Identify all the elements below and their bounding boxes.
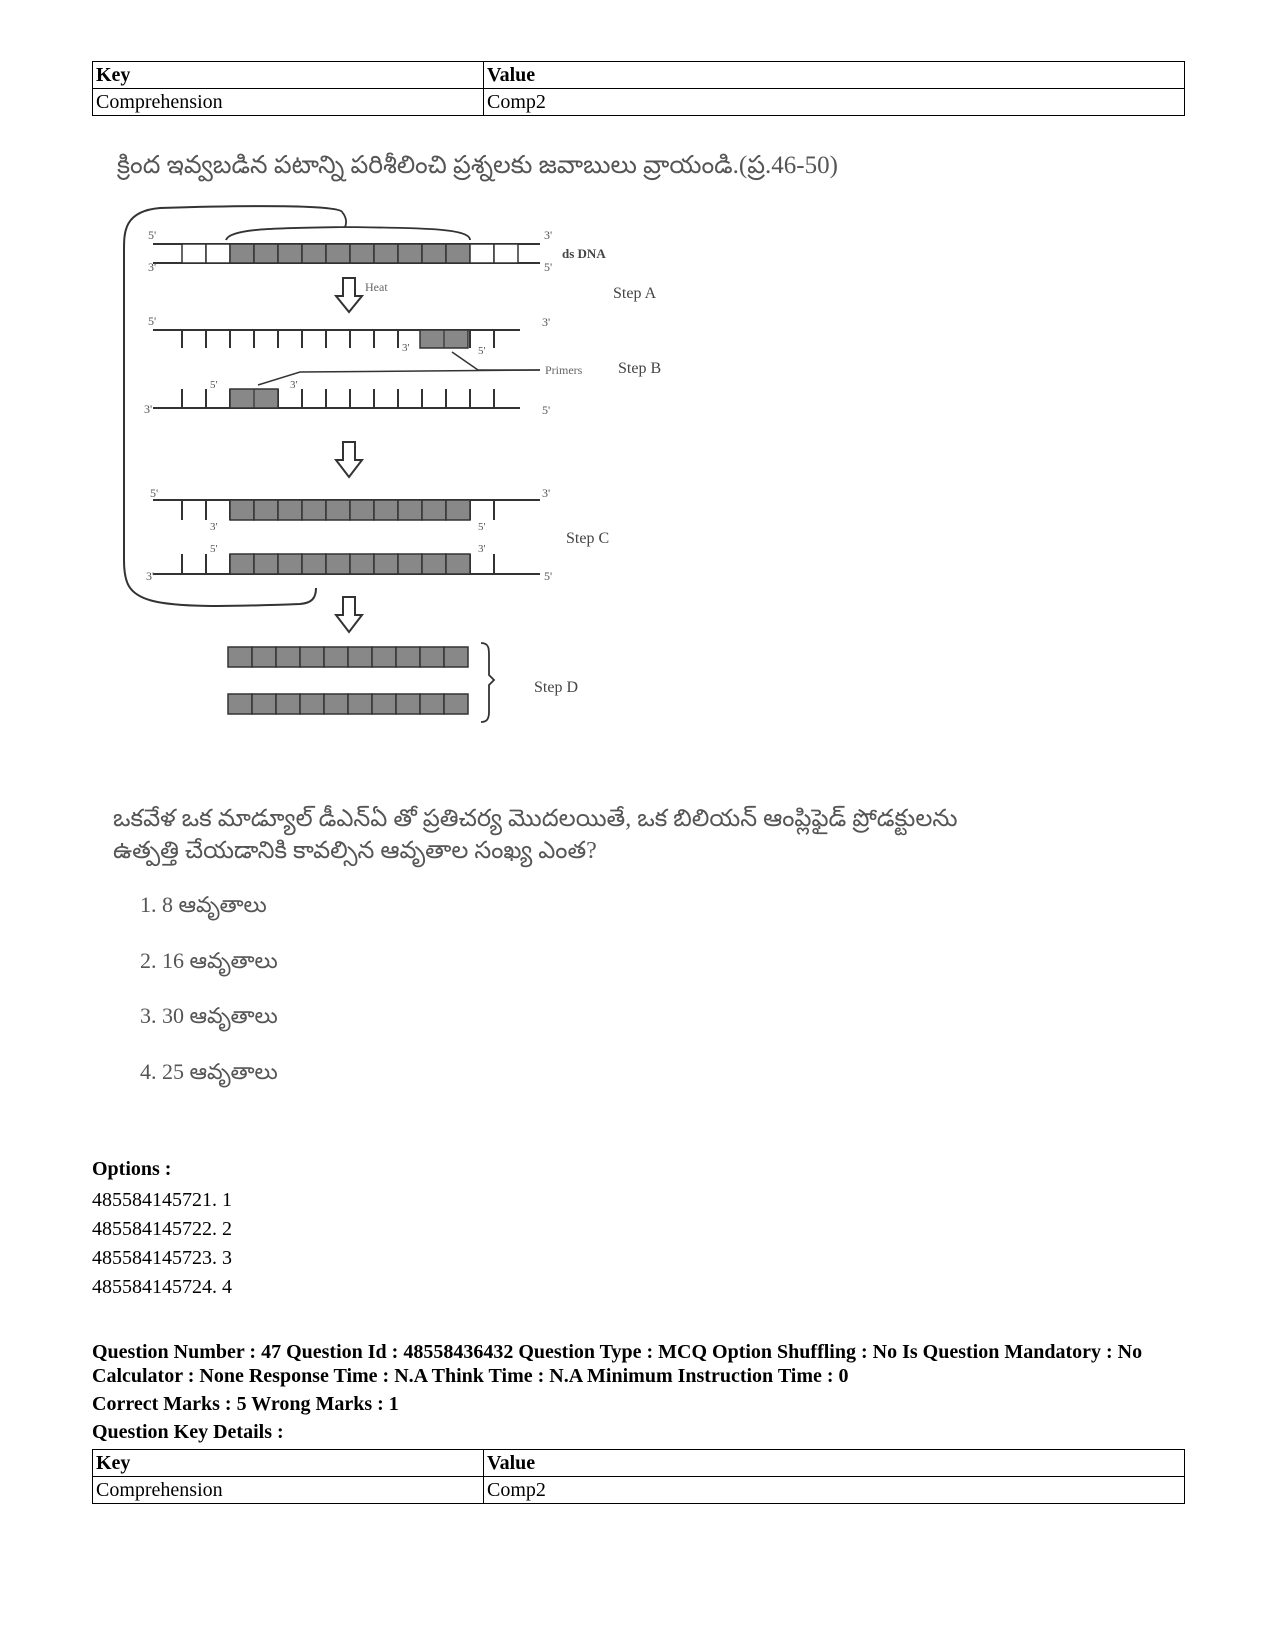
marks-info: Correct Marks : 5 Wrong Marks : 1 <box>92 1393 399 1415</box>
dna-segment <box>252 694 276 714</box>
dna-segment <box>372 694 396 714</box>
option-item: 485584145724. 4 <box>92 1276 232 1298</box>
question-image <box>110 140 1110 1140</box>
question-text-line-2: ఉత్పత్తి చేయడానికి కావల్సిన ఆవృతాల సంఖ్య ఎంత? <box>113 838 597 864</box>
dna-segment <box>278 244 302 263</box>
dna-segment <box>230 500 254 520</box>
dna-segment <box>444 647 468 667</box>
dna-segment <box>446 554 470 574</box>
dna-segment <box>470 244 494 263</box>
instruction-text: క్రింద ఇవ్వబడిన పటాన్ని పరిశీలించి ప్రశ్నలకు జవాబులు వ్రాయండి.(ప్ర.46-50) <box>117 152 838 179</box>
choice-3: 3. 30 ఆవృతాలు <box>140 1003 278 1028</box>
dna-segment <box>254 500 278 520</box>
end-label: 3' <box>290 379 298 391</box>
end-label: 3' <box>542 315 551 329</box>
dna-segment <box>422 244 446 263</box>
dna-segment <box>444 694 468 714</box>
amplified-product <box>228 694 468 714</box>
question-key-table-top <box>92 61 1185 116</box>
end-label: 3' <box>478 543 486 555</box>
table-cell-value: Comp2 <box>484 1477 1185 1504</box>
choice-1: 1. 8 ఆవృతాలు <box>140 892 267 917</box>
dna-segment <box>302 500 326 520</box>
dna-segment <box>494 244 518 263</box>
dna-segment <box>422 554 446 574</box>
extension-strand-top <box>153 500 540 520</box>
dna-segment <box>254 554 278 574</box>
dna-segment <box>206 244 230 263</box>
dna-segment <box>228 694 252 714</box>
single-strand-bottom <box>153 389 520 408</box>
dna-segment <box>420 647 444 667</box>
dna-segment <box>302 554 326 574</box>
dna-segment <box>348 647 372 667</box>
dna-segment <box>396 647 420 667</box>
dna-segment <box>374 244 398 263</box>
end-label: 5' <box>542 403 551 417</box>
dna-segment <box>374 500 398 520</box>
table-header-value: Value <box>484 1450 1185 1477</box>
heat-label: Heat <box>365 280 388 294</box>
question-text-line-1: ఒకవేళ ఒక మాడ్యూల్ డీఎన్ఏ తో ప్రతిచర్య మొదలయితే, ఒక బిలియన్ ఆంప్లిఫైడ్ ప్రోడక్టులను <box>113 806 958 832</box>
end-label: 3' <box>402 342 410 354</box>
end-label: 3' <box>146 569 155 583</box>
end-label: 3' <box>148 260 157 274</box>
dna-segment <box>324 647 348 667</box>
dna-segment <box>422 500 446 520</box>
end-label: 5' <box>210 379 218 391</box>
option-item: 485584145723. 3 <box>92 1247 232 1269</box>
end-label: 5' <box>544 260 553 274</box>
ds-dna-strand <box>153 244 540 263</box>
dna-segment <box>276 694 300 714</box>
end-label: 5' <box>150 486 159 500</box>
dna-segment <box>230 554 254 574</box>
dna-segment <box>348 694 372 714</box>
step-d-bracket <box>481 643 494 722</box>
primer-pointer <box>258 370 540 385</box>
extension-strand-bottom <box>153 554 540 574</box>
options-list <box>92 1186 232 1302</box>
single-strand-top <box>153 330 520 348</box>
down-arrow-icon <box>336 597 362 632</box>
step-c-label: Step C <box>566 530 610 547</box>
dna-segment <box>326 244 350 263</box>
dna-segment <box>300 694 324 714</box>
options-heading: Options : <box>92 1158 172 1180</box>
ds-dna-label: ds DNA <box>562 246 606 261</box>
dna-segment <box>446 500 470 520</box>
question-meta: Question Number : 47 Question Id : 48558436432 Question Type : MCQ Option Shuffling : No Is Question Mandatory : No Calculator : None Response Time : N.A Think Time : N.A Minimum Instruction Time : 0 <box>92 1341 1143 1387</box>
end-label: 5' <box>210 543 218 555</box>
dna-segment <box>276 647 300 667</box>
dna-segment <box>398 500 422 520</box>
cycle-loop-bracket <box>226 212 470 240</box>
table-cell-value: Comp2 <box>484 89 1185 116</box>
dna-segment <box>326 500 350 520</box>
end-label: 5' <box>148 314 157 328</box>
end-label: 3' <box>542 486 551 500</box>
table-row <box>93 89 1185 116</box>
choice-2: 2. 16 ఆవృతాలు <box>140 948 278 973</box>
down-arrow-icon <box>336 442 362 477</box>
table-cell-key: Comprehension <box>93 1477 484 1504</box>
table-header-row <box>93 1450 1185 1477</box>
primers-label: Primers <box>545 363 583 377</box>
end-label: 5' <box>478 521 486 533</box>
end-label: 5' <box>148 228 157 242</box>
option-item: 485584145722. 2 <box>92 1218 232 1240</box>
dna-segment <box>230 244 254 263</box>
down-arrow-icon <box>336 278 362 312</box>
end-label: 3' <box>210 521 218 533</box>
dna-segment <box>398 244 422 263</box>
choice-4: 4. 25 ఆవృతాలు <box>140 1059 278 1084</box>
dna-segment <box>374 554 398 574</box>
step-d-label: Step D <box>534 679 578 696</box>
dna-segment <box>228 647 252 667</box>
table-header-key: Key <box>93 1450 484 1477</box>
end-label: 3' <box>544 228 553 242</box>
dna-segment <box>300 647 324 667</box>
end-label: 3' <box>144 402 153 416</box>
dna-segment <box>324 694 348 714</box>
dna-segment <box>182 244 206 263</box>
primer-pointer <box>452 352 540 370</box>
dna-segment <box>350 500 374 520</box>
dna-segment <box>350 554 374 574</box>
question-key-details-heading: Question Key Details : <box>92 1421 284 1443</box>
dna-segment <box>420 694 444 714</box>
dna-segment <box>446 244 470 263</box>
table-header-row <box>93 62 1185 89</box>
amplified-product <box>228 647 468 667</box>
table-row <box>93 1477 1185 1504</box>
option-item: 485584145721. 1 <box>92 1189 232 1211</box>
table-header-key: Key <box>93 62 484 89</box>
dna-segment <box>278 554 302 574</box>
step-a-label: Step A <box>613 285 657 302</box>
dna-segment <box>350 244 374 263</box>
table-cell-key: Comprehension <box>93 89 484 116</box>
dna-segment <box>326 554 350 574</box>
dna-segment <box>252 647 276 667</box>
end-label: 5' <box>544 569 553 583</box>
question-key-table-bottom <box>92 1449 1185 1504</box>
table-header-value: Value <box>484 62 1185 89</box>
dna-segment <box>372 647 396 667</box>
dna-segment <box>398 554 422 574</box>
dna-segment <box>396 694 420 714</box>
end-label: 5' <box>478 345 486 357</box>
dna-segment <box>302 244 326 263</box>
dna-segment <box>278 500 302 520</box>
dna-segment <box>254 244 278 263</box>
step-b-label: Step B <box>618 360 662 377</box>
